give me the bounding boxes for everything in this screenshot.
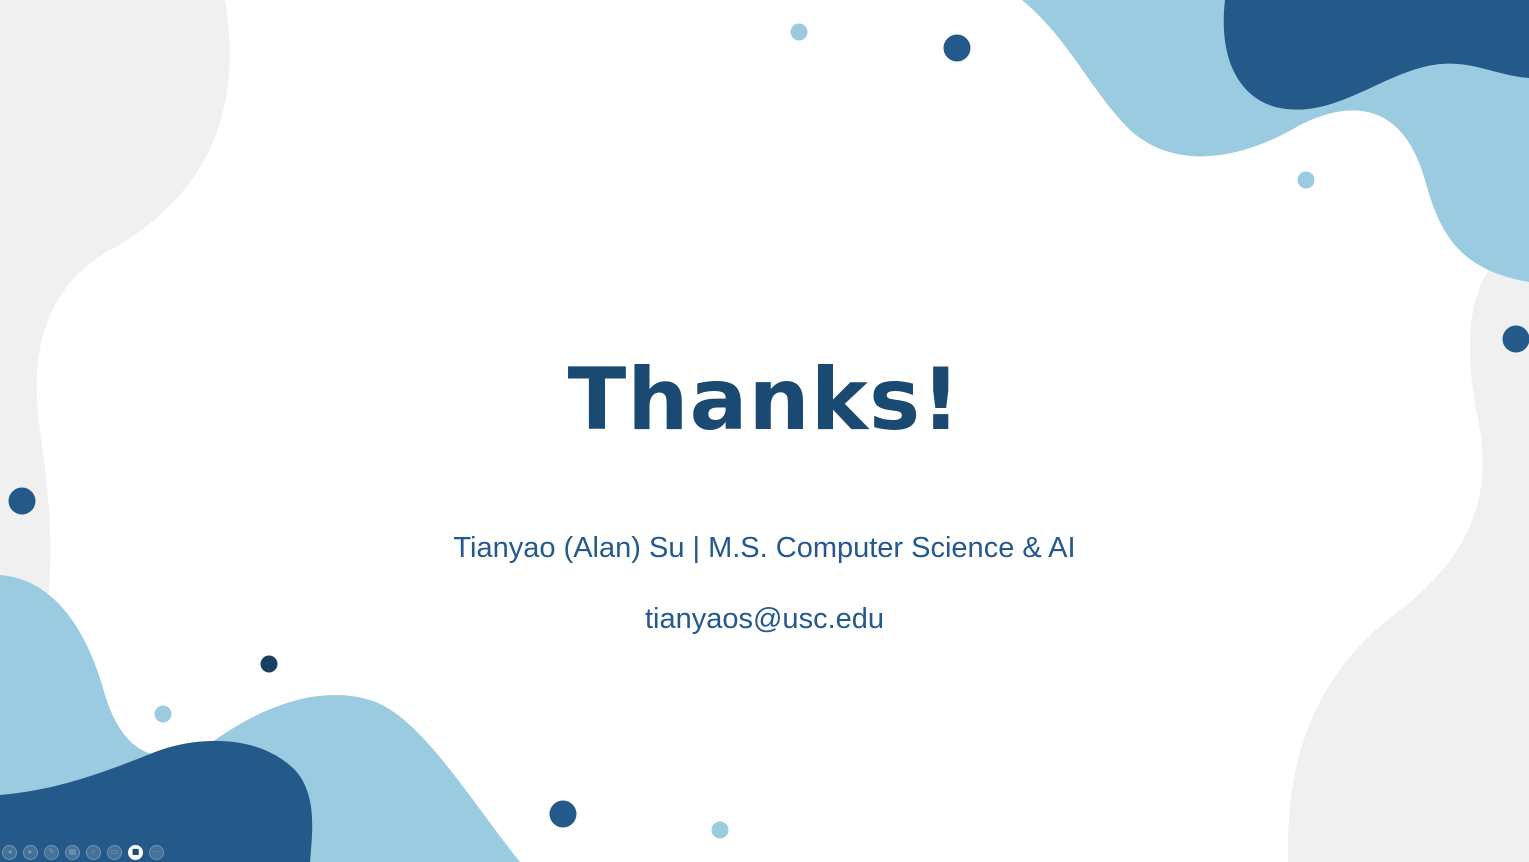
decor-dot (155, 706, 172, 723)
previous-slide-button[interactable] (2, 845, 17, 860)
contact-email: tianyaos@usc.edu (644, 603, 885, 635)
decor-dot (550, 801, 577, 828)
subtitles-button[interactable] (107, 845, 122, 860)
decor-dot (712, 822, 729, 839)
pen-button[interactable] (44, 845, 59, 860)
decor-dot (1298, 172, 1315, 189)
camera-button[interactable] (128, 845, 143, 860)
subtitles-icon: ▭ (110, 847, 119, 856)
see-all-slides-button[interactable] (65, 845, 80, 860)
zoom-button[interactable] (86, 845, 101, 860)
more-options-button[interactable] (149, 845, 164, 860)
decor-dot (791, 24, 808, 41)
zoom-icon: ⌕ (91, 847, 96, 856)
slide-title: Thanks! (567, 350, 962, 450)
slideshow-toolbar (2, 844, 164, 860)
decor-dot (944, 35, 971, 62)
decor-dot (1503, 326, 1529, 353)
decor-dot (9, 488, 36, 515)
presenter-info: Tianyao (Alan) Su | M.S. Computer Science & AI (453, 532, 1076, 564)
next-slide-icon: ▸ (28, 847, 33, 856)
more-options-icon: ⋯ (152, 847, 161, 856)
pen-icon: ✎ (48, 847, 55, 856)
camera-icon: ■ (131, 847, 140, 856)
next-slide-button[interactable] (23, 845, 38, 860)
slides-grid-icon: ▦ (68, 847, 77, 856)
previous-slide-icon: ◂ (7, 847, 12, 856)
decor-dot (261, 656, 278, 673)
